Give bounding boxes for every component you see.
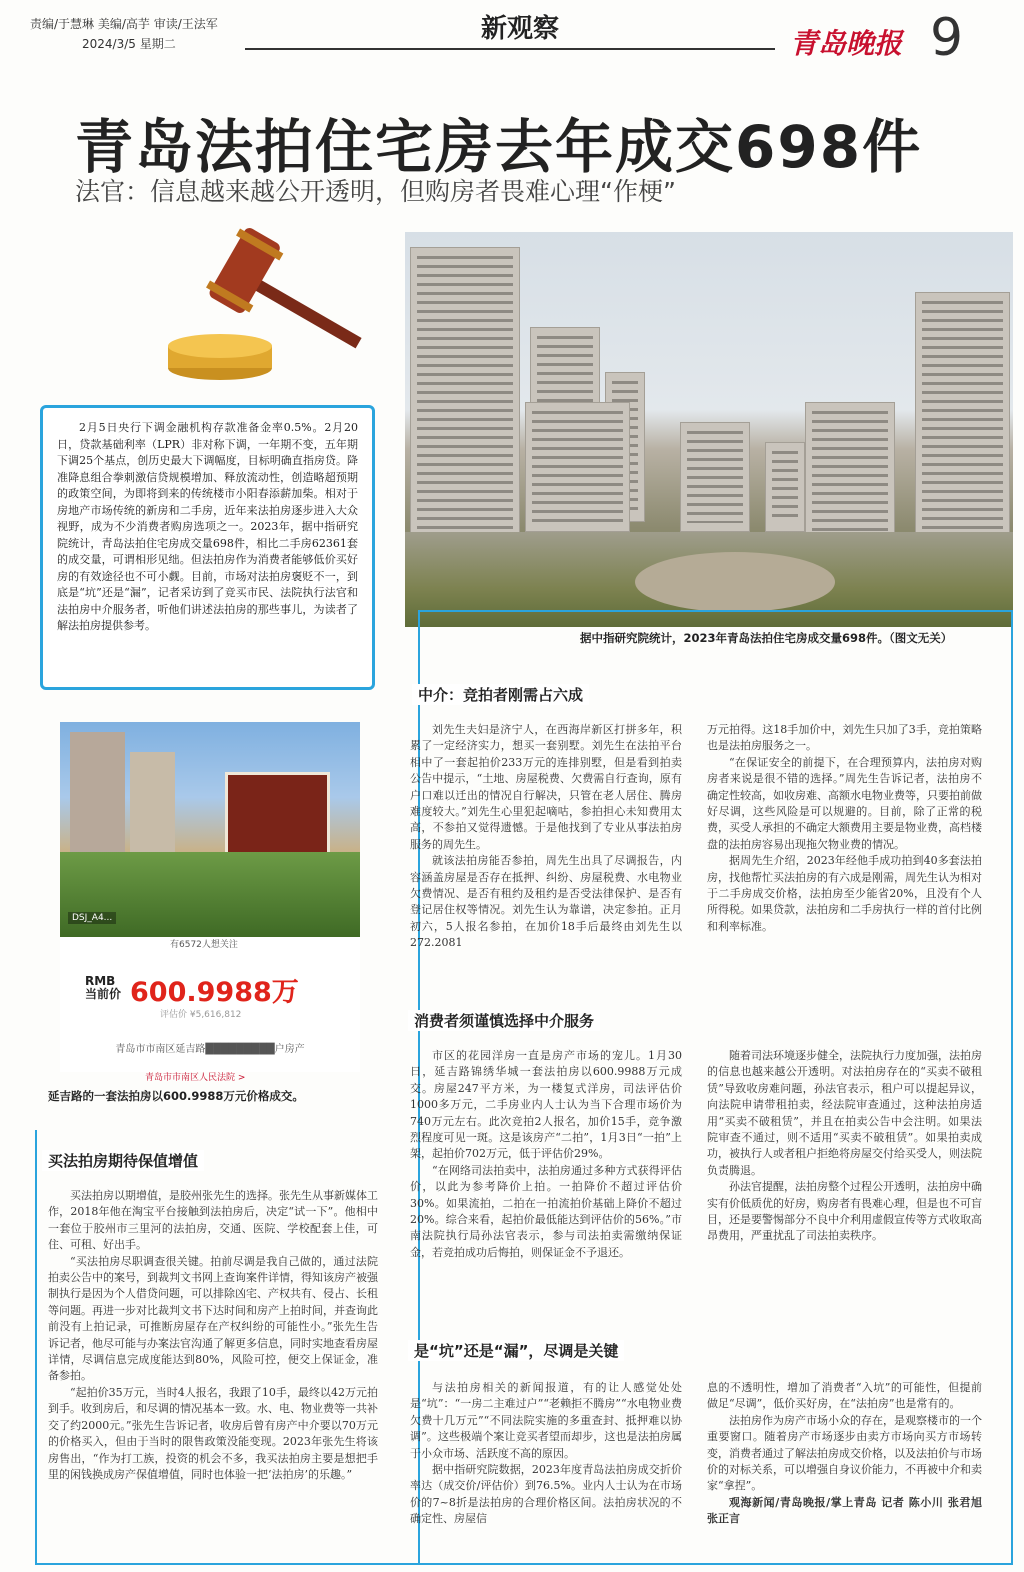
auction-photo-caption: 延吉路的一套法拍房以600.9988万元价格成交。 — [48, 1089, 304, 1103]
section1-column-1 — [410, 722, 682, 984]
page-number: 9 — [930, 8, 964, 68]
paragraph: 孙法官提醒，法拍房整个过程公开透明，法拍房中确实有价低质优的好房，购房者有畏难心理，但是也不可盲目，还是要警惕部分不良中介利用虚假宣传等方式收取高昂费用，严重扰乱了司法拍卖秩序。 — [707, 1180, 982, 1243]
auction-listing-card — [60, 722, 360, 1083]
main-photo-caption: 据中指研究院统计，2023年青岛法拍住宅房成交量698件。（图文无关） — [580, 631, 953, 645]
paragraph: 与法拍房相关的新闻报道，有的让人感觉处处是“坑”：“一房二主难过户”“老赖拒不腾房”“水电物业费欠费十几万元”“不同法院实施的多重查封、抵押难以协调”。这些极端个案让竞买者望而却步，这也是法拍房属于小众市场、活跃度不高的原因。 — [410, 1381, 682, 1460]
paragraph: 息的不透明性，增加了消费者“入坑”的可能性，但提前做足“尽调”，低价买好房，在“法拍房”也是常有的。 — [707, 1381, 982, 1411]
views-count: 有6572人想关注 — [170, 940, 238, 950]
price-label — [85, 975, 121, 1001]
section-title-due-diligence: 是“坑”还是“漏”，尽调是关键 — [408, 1340, 624, 1361]
paragraph: “在网络司法拍卖中，法拍房通过多种方式获得评估价，以此为参考降价上拍。一拍降价不超过评估价30%。如果流拍，二拍在一拍流拍价基础上降价不超过20%。综合来看，起拍价最低能达到评估价的56%。”市南法院执行局孙法官表示，参与司法拍卖需缴纳保证金，若竞拍成功后悔拍，则保证金不予退还。 — [410, 1163, 682, 1259]
photo-tag: DSJ_A4... — [68, 912, 116, 924]
header-rule — [245, 48, 775, 50]
paragraph: 刘先生夫妇是济宁人，在西海岸新区打拼多年，积累了一定经济实力，想买一套别墅。刘先生在法拍平台相中了一套起拍价233万元的连排别墅，但是看到拍卖公告中提示，“土地、房屋税费、欠费需自行查询，原有户口难以迁出的情况自行解决，只管在老人居住、腾房难度较大。”刘先生心里犯起嘀咕，参拍担心未知费用太高，不参拍又觉得遗憾。于是他找到了专业从事法拍房服务的周先生。 — [410, 723, 682, 851]
section3-column-1 — [410, 1380, 682, 1560]
gavel-icon — [165, 228, 385, 388]
current-price: 600.9988万 — [130, 977, 299, 1008]
auction-property-photo — [60, 722, 360, 937]
paragraph: “起拍价35万元，当时4人报名，我跟了10手，最终以42万元拍到手。收到房后，和尽调的情况基本一致。水、电、物业费等一共补交了约2000元。”张先生告诉记者，收房后曾有房产中介要以70万元的价格买入，但由于当时的限售政策没能变现。2023年张先生将该房售出，“作为打工族，投资的机会不多，我买法拍房主要是想把手里的闲钱换成房产保值增值，同时也体验一把‘法拍房’的乐趣。” — [48, 1385, 378, 1481]
paragraph: 据中指研究院数据，2023年度青岛法拍房成交折价率达（成交价/评估价）到76.5%。业内人士认为在市场价的7~8折是法拍房的合理价格区间。法拍房状况的不确定性、房屋信 — [410, 1463, 682, 1526]
editor-credits — [30, 14, 218, 54]
rmb-label: RMB — [85, 974, 116, 988]
paragraph: “在保证安全的前提下，在合理预算内，法拍房对购房者来说是很不错的选择。”周先生告诉记者，法拍房不确定性较高，如收房难、高额水电物业费等，只要拍前做好尽调，这些风险是可以规避的。目前，除了正常的税费，买受人承担的不确定大额费用主要是物业费，高档楼盘的法拍房容易出现拖欠物业费的情况。 — [707, 755, 982, 851]
left-section-body — [48, 1188, 378, 1560]
paragraph: 随着司法环境逐步健全，法院执行力度加强，法拍房的信息也越来越公开透明。对法拍房存在的“买卖不破租赁”导致收房难问题，孙法官表示，租户可以提起异议，向法院申请带租拍卖，经法院审查通过，这种法拍房适用“买卖不破租赁”，并且在拍卖公告中会注明。如果法院审查不通过，则不适用“买卖不破租赁”。如果拍卖成功，被执行人或者租户拒绝将房屋交付给买受人，则法院负责腾退。 — [707, 1049, 982, 1177]
page-headline: 青岛法拍住宅房去年成交698件 — [75, 113, 923, 181]
paragraph: 法拍房作为房产市场小众的存在，是观察楼市的一个重要窗口。随着房产市场逐步由卖方市场向买方市场转变，消费者通过了解法拍房成交价格，以及法拍价与市场价的对标关系，可以增强自身议价能力，不再被中介和卖家“拿捏”。 — [707, 1413, 982, 1493]
court-link[interactable]: 青岛市市南区人民法院 > — [145, 1073, 246, 1083]
section3-column-2 — [707, 1380, 982, 1560]
page-subhead: 法官：信息越来越公开透明，但购房者畏难心理“作梗” — [75, 177, 676, 206]
byline: 观海新闻/青岛晚报/掌上青岛 记者 陈小川 张君旭 张正言 — [707, 1495, 982, 1526]
current-price-label: 当前价 — [85, 987, 122, 1001]
section-title-agent: 中介：竞拍者刚需占六成 — [412, 684, 589, 705]
property-address: 青岛市市南区延吉路█████████户房产 — [115, 1044, 305, 1055]
evaluation-price: 评估价 ¥5,616,812 — [160, 1010, 242, 1020]
paragraph: 就该法拍房能否参拍，周先生出具了尽调报告，内容涵盖房屋是否存在抵押、纠纷、房屋税费、水电物业欠费情况、是否有租约及租约是否受法律保护、是否有登记居住权等情况。刘先生认为靠谱，决定参拍。正月初六，5人报名参拍，在加价18手后最终由刘先生以272.2081 — [410, 854, 682, 950]
section-title-value-growth: 买法拍房期待保值增值 — [42, 1150, 204, 1171]
section-title-consumer: 消费者须谨慎选择中介服务 — [408, 1010, 600, 1031]
paragraph: “买法拍房尽职调查很关键。拍前尽调是我自己做的，通过法院拍卖公告中的案号，到裁判文书网上查询案件详情，得知该房产被强制执行是因为个人借贷问题，可以排除凶宅、产权共有、侵占、长租等问题。再进一步对比裁判文书下达时间和房产上拍时间，并查询此前没有上拍记录，可推断房屋存在产权纠纷的可能性小。”张先生告诉记者，他尽可能与办案法官沟通了解更多信息，同时实地查看房屋详情，尽调信息完成度能达到80%，风险可控，便交上保证金，准备参拍。 — [48, 1254, 378, 1383]
section2-column-1 — [410, 1048, 682, 1310]
intro-summary-box: 2月5日央行下调金融机构存款准备金率0.5%。2月20日，贷款基础利率（LPR）非对称下调，一年期不变，五年期下调25个基点，创历史最大下调幅度，目标明确直指房贷。降准降息组合拳刺激信贷规模增加、释放流动性，创造略超预期的政策空间，为即将到来的传统楼市小阳春添薪加柴。相对于房地产市场传统的新房和二手房，近年来法拍房逐步进入大众视野，成为不少消费者购房选项之一。2023年，据中指研究院统计，青岛法拍住宅房成交量698件，相比二手房62361套的成交量，可谓相形见绌。但法拍房作为消费者能够低价买好房的有效途径也不可小觑。目前，市场对法拍房褒贬不一，到底是“坑”还是“漏”，记者采访到了竞买市民、法院执行法官和法拍房中介服务者，听他们讲述法拍房的那些事儿，为读者了解法拍房提供参考。 — [40, 405, 375, 690]
paper-logo: 青岛晚报 — [790, 27, 903, 60]
section2-column-2 — [707, 1048, 982, 1310]
editors-line: 责编/于慧琳 美编/高芋 审读/王法军 — [30, 17, 218, 31]
date-line: 2024/3/5 星期二 — [82, 37, 176, 51]
paragraph: 市区的花园洋房一直是房产市场的宠儿。1月30日，延吉路锦绣华城一套法拍房以600.9988万元成交。房屋247平方米，为一楼复式洋房，司法评估价1000多万元，二手房业内人士认为当下合理市场价为740万元左右。此次竞拍2人报名，加价15手，竞争激烈程度可见一斑。这是该房产“二拍”，1月3日“一拍”上架，起拍价702万元，低于评估价29%。 — [410, 1049, 682, 1161]
paragraph: 据周先生介绍，2023年经他手成功拍到40多套法拍房，找他帮忙买法拍房的有六成是刚需，周先生认为相对于二手房成交价格，法拍房至少能省20%，且没有个人所得税。如果贷款，法拍房和二手房执行一样的首付比例和利率标准。 — [707, 854, 982, 933]
section1-column-2 — [707, 722, 982, 984]
paragraph: 买法拍房以期增值，是胶州张先生的选择。张先生从事新媒体工作，2018年他在淘宝平台接触到法拍房后，决定“试一下”。他相中一套位于胶州市三里河的法拍房，交通、医院、学校配套上佳，可住、可租、好出手。 — [48, 1189, 378, 1252]
section-name: 新观察 — [480, 14, 559, 44]
paragraph: 万元拍得。这18手加价中，刘先生只加了3手，竞拍策略也是法拍房服务之一。 — [707, 723, 982, 753]
residential-buildings-photo — [405, 232, 1013, 627]
